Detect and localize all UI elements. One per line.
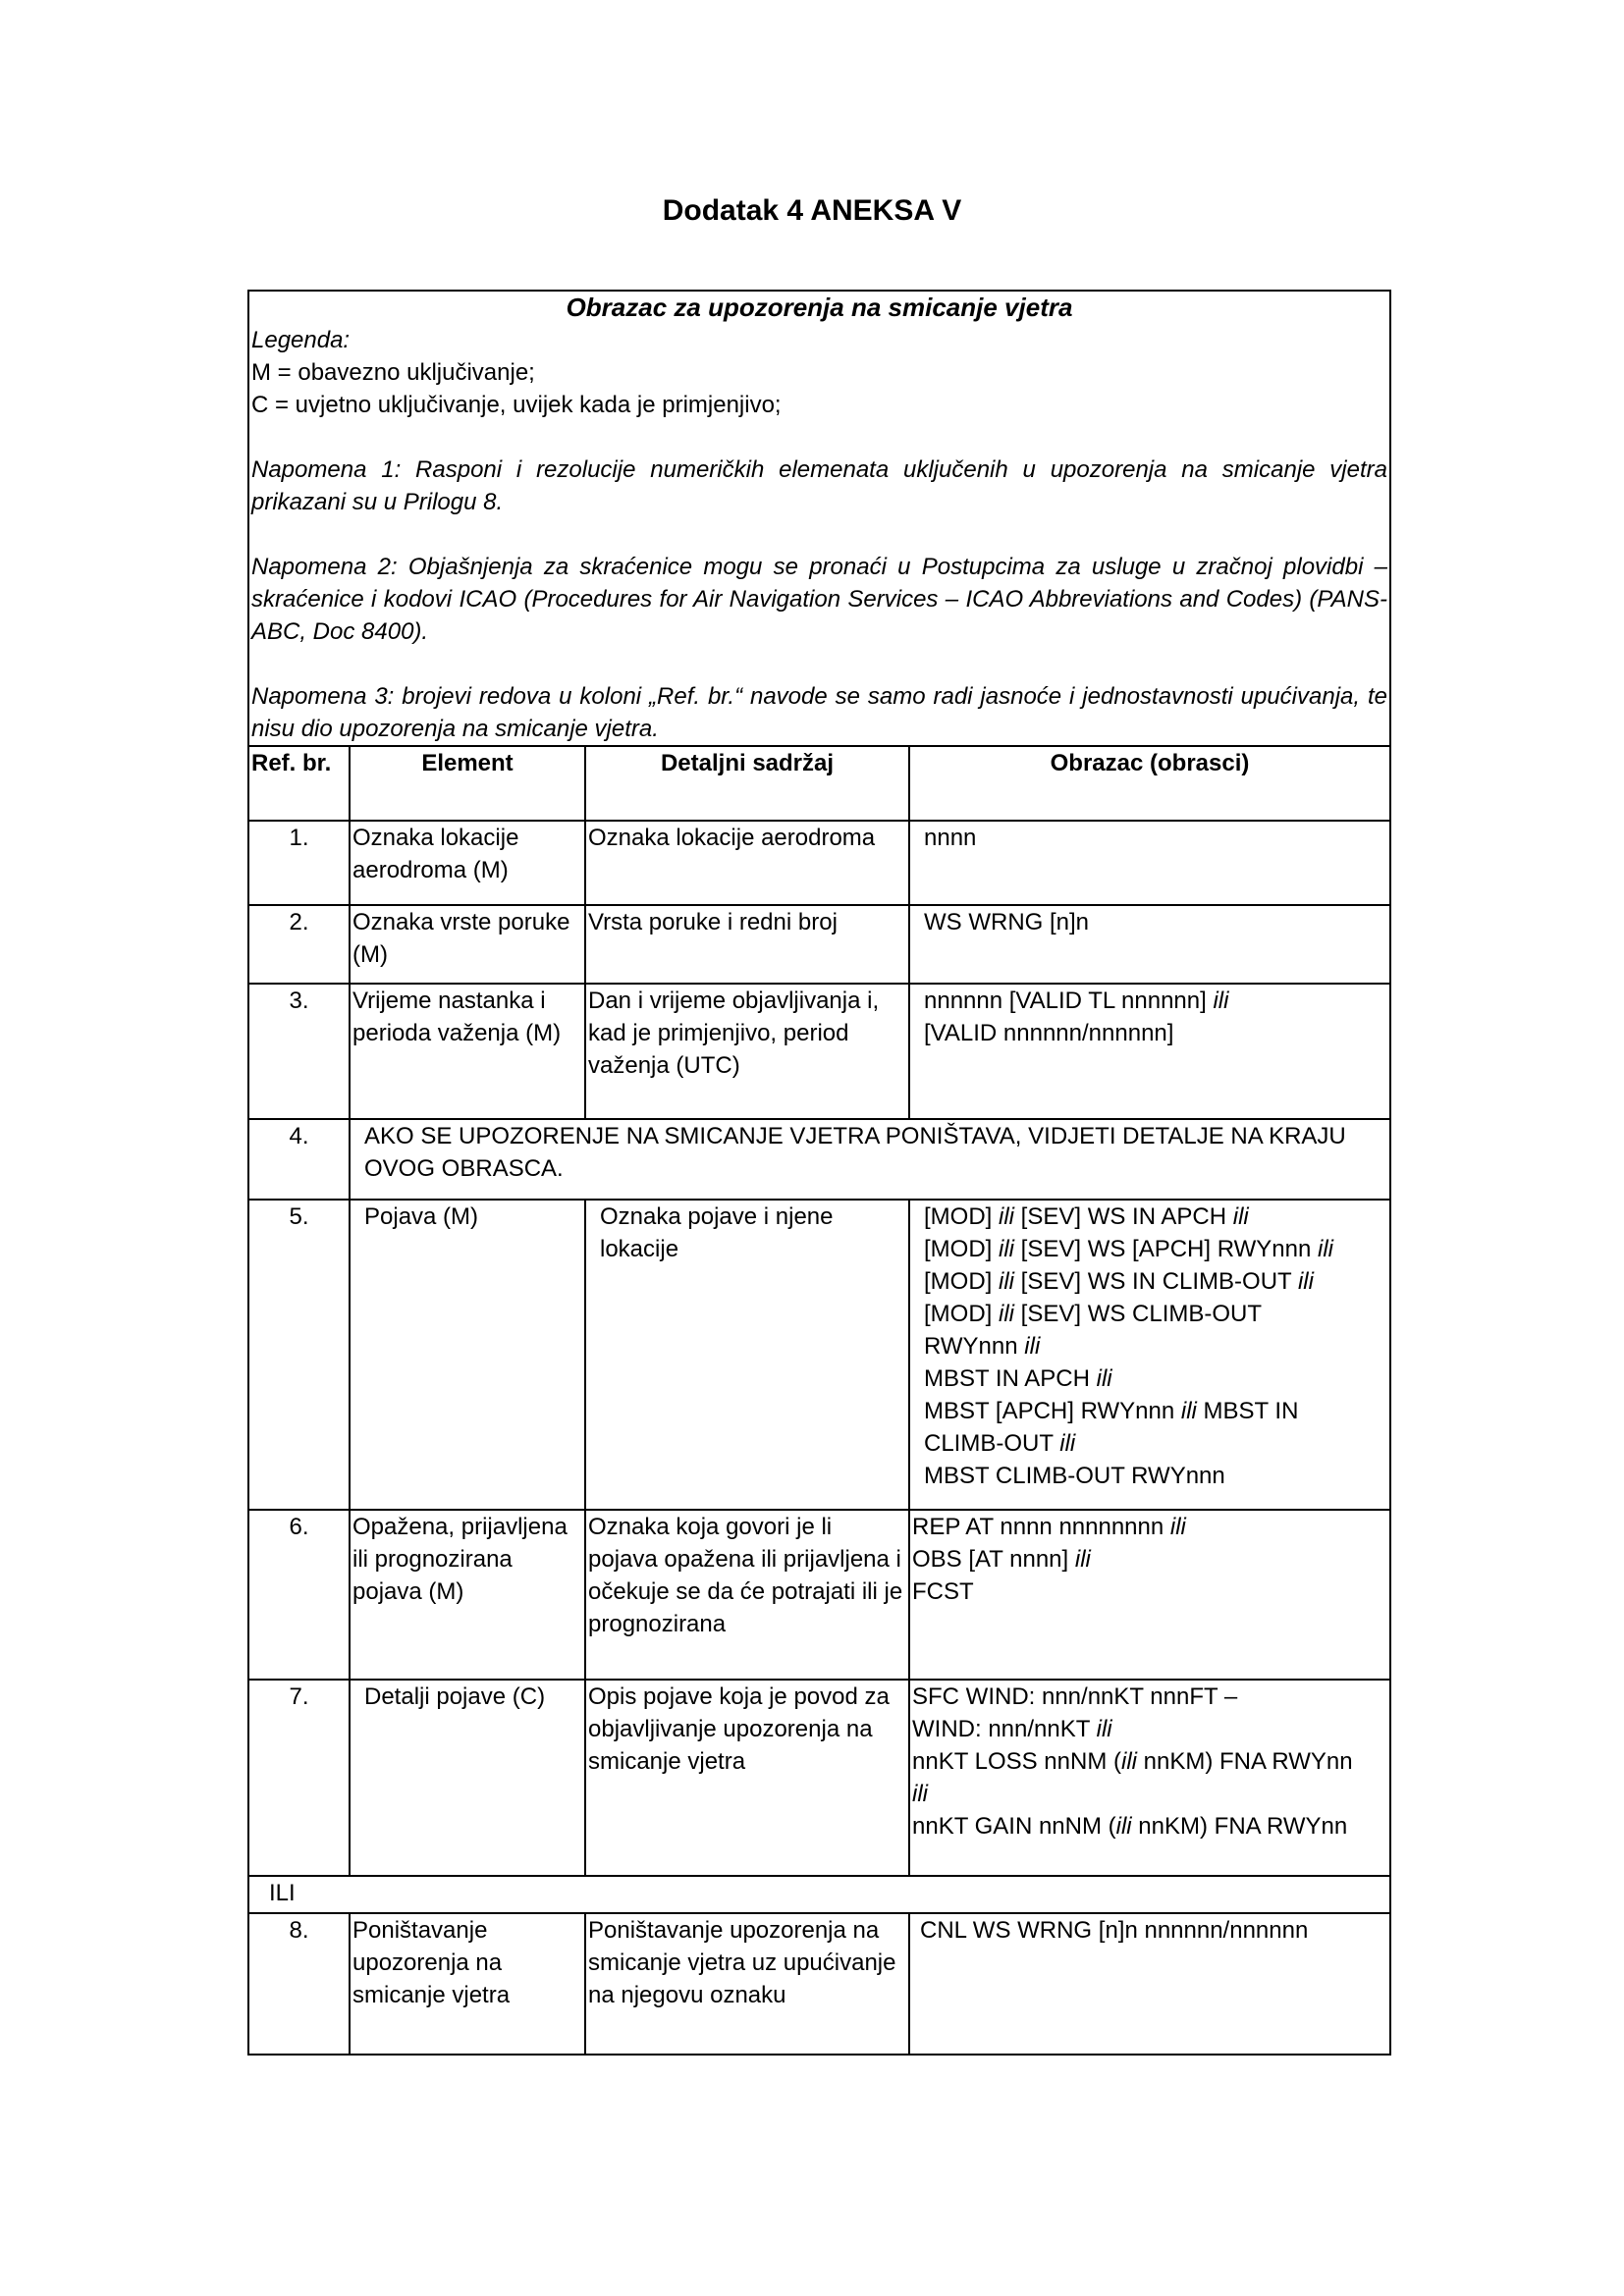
or-label: ILI: [248, 1876, 1390, 1913]
wind-shear-warning-form: [247, 290, 1391, 2056]
element-cell: Poništavanje upozorenja na smicanje vjetra: [350, 1913, 585, 2055]
intro-row: [248, 291, 1390, 746]
table-row: [248, 1200, 1390, 1510]
table-row: [248, 1510, 1390, 1680]
template-cell: REP AT nnnn nnnnnnnn ili OBS [AT nnnn] ili FCST: [909, 1510, 1390, 1680]
table-row: [248, 984, 1390, 1119]
note-1: Napomena 1: Rasponi i rezolucije numeričkih elemenata uključenih u upozorenja na smicanje vjetra prikazani su u Prilogu 8.: [251, 456, 1387, 515]
intro-cell: [248, 291, 1390, 746]
form-title: Obrazac za upozorenja na smicanje vjetra: [566, 293, 1073, 322]
header-row: [248, 746, 1390, 821]
header-detail: Detaljni sadržaj: [585, 746, 909, 821]
header-ref: Ref. br.: [248, 746, 350, 821]
note-3: Napomena 3: brojevi redova u koloni „Ref. br.“ navode se samo radi jasnoće i jednostavnosti upućivanja, te nisu dio upozorenja na smicanje vjetra.: [251, 683, 1387, 742]
table-row: [248, 905, 1390, 984]
ref-number: 5.: [248, 1200, 350, 1510]
detail-cell: Poništavanje upozorenja na smicanje vjetra uz upućivanje na njegovu oznaku: [585, 1913, 909, 2055]
table-row: [248, 1119, 1390, 1200]
legend-item: C = uvjetno uključivanje, uvijek kada je primjenjivo;: [251, 392, 782, 418]
template-cell: nnnnnn [VALID TL nnnnnn] ili [VALID nnnnnn/nnnnnn]: [909, 984, 1390, 1119]
detail-cell: Dan i vrijeme objavljivanja i, kad je primjenjivo, period važenja (UTC): [585, 984, 909, 1119]
element-cell: Oznaka vrste poruke (M): [350, 905, 585, 984]
ref-number: 8.: [248, 1913, 350, 2055]
ref-number: 6.: [248, 1510, 350, 1680]
template-cell: CNL WS WRNG [n]n nnnnnn/nnnnnn: [909, 1913, 1390, 2055]
template-cell: WS WRNG [n]n: [909, 905, 1390, 984]
header-template: Obrazac (obrasci): [909, 746, 1390, 821]
template-cell: SFC WIND: nnn/nnKT nnnFT – WIND: nnn/nnKT ili nnKT LOSS nnNM (ili nnKM) FNA RWYnn ili nnKT GAIN nnNM (ili nnKM) FNA RWYnn: [909, 1680, 1390, 1876]
element-cell: Oznaka lokacije aerodroma (M): [350, 821, 585, 905]
template-cell: [MOD] ili [SEV] WS IN APCH ili [MOD] ili [SEV] WS [APCH] RWYnnn ili [MOD] ili [SEV] WS IN CLIMB-OUT ili [MOD] ili [SEV] WS CLIMB-OUT RWYnnn ili MBST IN APCH ili MBST [APCH] RWYnnn ili MBST IN CLIMB-OUT ili MBST CLIMB-OUT RWYnnn: [909, 1200, 1390, 1510]
legend-item: M = obavezno uključivanje;: [251, 359, 535, 386]
table-row: [248, 821, 1390, 905]
detail-cell: Opis pojave koja je povod za objavljivanje upozorenja na smicanje vjetra: [585, 1680, 909, 1876]
detail-cell: Vrsta poruke i redni broj: [585, 905, 909, 984]
detail-cell: Oznaka pojave i njene lokacije: [585, 1200, 909, 1510]
element-cell: Pojava (M): [350, 1200, 585, 1510]
ref-number: 2.: [248, 905, 350, 984]
or-row: [248, 1876, 1390, 1913]
detail-cell: Oznaka koja govori je li pojava opažena ili prijavljena i očekuje se da će potrajati ili je prognozirana: [585, 1510, 909, 1680]
ref-number: 1.: [248, 821, 350, 905]
element-cell: Opažena, prijavljena ili prognozirana pojava (M): [350, 1510, 585, 1680]
table-row: [248, 1680, 1390, 1876]
table-row: [248, 1913, 1390, 2055]
element-cell: Vrijeme nastanka i perioda važenja (M): [350, 984, 585, 1119]
ref-number: 4.: [248, 1119, 350, 1200]
ref-number: 7.: [248, 1680, 350, 1876]
template-cell: nnnn: [909, 821, 1390, 905]
note-2: Napomena 2: Objašnjenja za skraćenice mogu se pronaći u Postupcima za usluge u zračnoj plovidbi – skraćenice i kodovi ICAO (Procedures for Air Navigation Services – ICAO Abbreviations and Codes) (PANS-ABC, Doc 8400).: [251, 554, 1387, 645]
document-title: Dodatak 4 ANEKSA V: [662, 194, 962, 227]
element-cell: Detalji pojave (C): [350, 1680, 585, 1876]
cancel-notice: AKO SE UPOZORENJE NA SMICANJE VJETRA PONIŠTAVA, VIDJETI DETALJE NA KRAJU OVOG OBRASCA.: [350, 1119, 1390, 1200]
detail-cell: Oznaka lokacije aerodroma: [585, 821, 909, 905]
header-element: Element: [350, 746, 585, 821]
legend-label: Legenda:: [251, 327, 351, 353]
ref-number: 3.: [248, 984, 350, 1119]
